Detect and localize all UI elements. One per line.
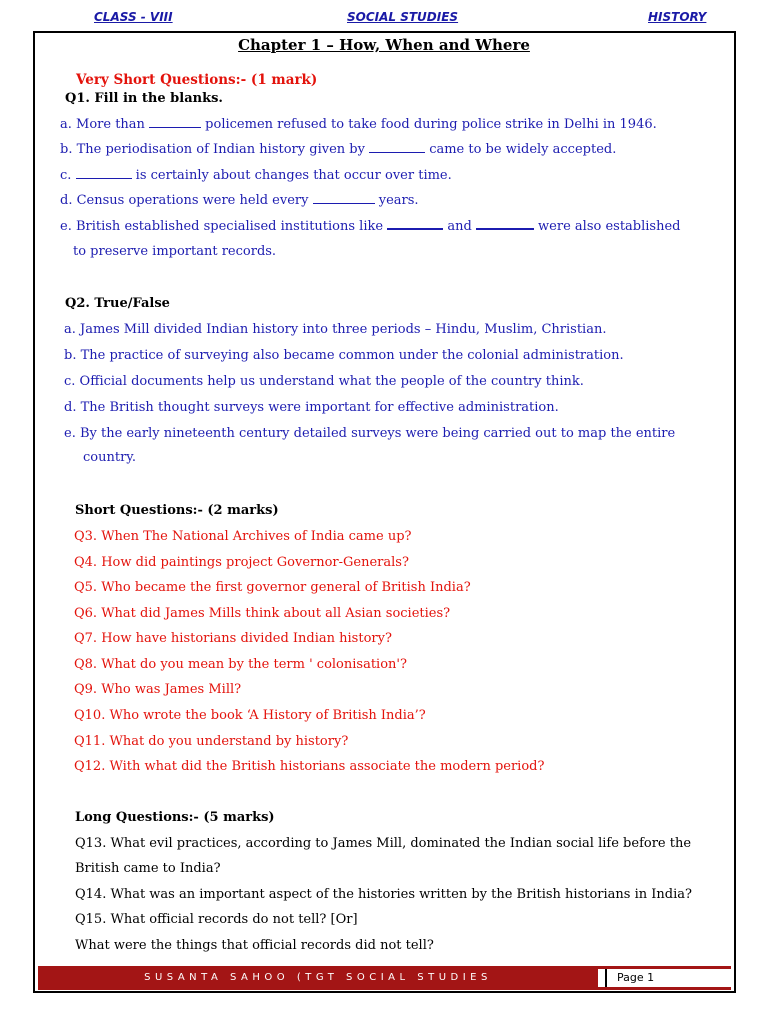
blank — [313, 193, 375, 204]
q2-item-b: b. The practice of surveying also became common under the colonial administration. — [64, 348, 624, 363]
q1-item-e-cont: to preserve important records. — [73, 244, 277, 259]
footer-author: SUSANTA SAHOO (TGT SOCIAL STUDIES — [38, 969, 598, 987]
very-short-heading: Very Short Questions:- (1 mark) — [76, 72, 318, 88]
short-question: Q11. What do you understand by history? — [74, 734, 349, 749]
short-question: Q3. When The National Archives of India came up? — [74, 529, 412, 544]
q2-item-a: a. James Mill divided Indian history into three periods – Hindu, Muslim, Christian. — [64, 322, 607, 337]
blank — [369, 142, 425, 153]
long-question-cont: British came to India? — [75, 861, 221, 876]
q2-item-e-cont: country. — [83, 450, 137, 465]
blank — [76, 168, 132, 179]
long-question: Q14. What was an important aspect of the histories written by the British historians in India? — [75, 887, 692, 902]
short-question: Q10. Who wrote the book ‘A History of British India’? — [74, 708, 426, 723]
page-footer — [38, 966, 731, 990]
subject-label: SOCIAL STUDIES — [347, 10, 459, 24]
long-heading: Long Questions:- (5 marks) — [75, 810, 275, 825]
short-heading: Short Questions:- (2 marks) — [75, 503, 279, 518]
q1-item-d: d. Census operations were held every years. — [60, 193, 419, 208]
long-question-cont: What were the things that official records did not tell? — [75, 938, 434, 953]
short-question: Q4. How did paintings project Governor-Generals? — [74, 555, 409, 570]
blank — [476, 218, 534, 230]
q2-item-e: e. By the early nineteenth century detailed surveys were being carried out to map the entire — [64, 426, 676, 441]
blank — [149, 117, 201, 128]
q1-item-a: a. More than policemen refused to take food during police strike in Delhi in 1946. — [60, 117, 657, 132]
topic-label: HISTORY — [648, 10, 707, 24]
short-question: Q6. What did James Mills think about all Asian societies? — [74, 606, 451, 621]
long-question: Q15. What official records do not tell? [Or] — [75, 912, 358, 927]
short-question: Q5. Who became the first governor general of British India? — [74, 580, 471, 595]
q1-heading: Q1. Fill in the blanks. — [65, 91, 223, 106]
footer-page-number: Page 1 — [605, 969, 725, 987]
short-question: Q9. Who was James Mill? — [74, 682, 242, 697]
q1-item-b: b. The periodisation of Indian history given by came to be widely accepted. — [60, 142, 617, 157]
q1-item-c: c. is certainly about changes that occur over time. — [60, 168, 452, 183]
q2-item-c: c. Official documents help us understand what the people of the country think. — [64, 374, 584, 389]
long-question: Q13. What evil practices, according to James Mill, dominated the Indian social life before the — [75, 836, 692, 851]
short-question: Q12. With what did the British historians associate the modern period? — [74, 759, 545, 774]
chapter-title: Chapter 1 – How, When and Where — [238, 36, 530, 54]
q2-heading: Q2. True/False — [65, 296, 170, 311]
q2-item-d: d. The British thought surveys were important for effective administration. — [64, 400, 559, 415]
blank — [387, 218, 443, 230]
short-question: Q8. What do you mean by the term ' colonisation'? — [74, 657, 407, 672]
q1-item-e: e. British established specialised institutions like and were also established — [60, 219, 681, 234]
class-label: CLASS - VIII — [94, 10, 173, 24]
short-question: Q7. How have historians divided Indian history? — [74, 631, 392, 646]
